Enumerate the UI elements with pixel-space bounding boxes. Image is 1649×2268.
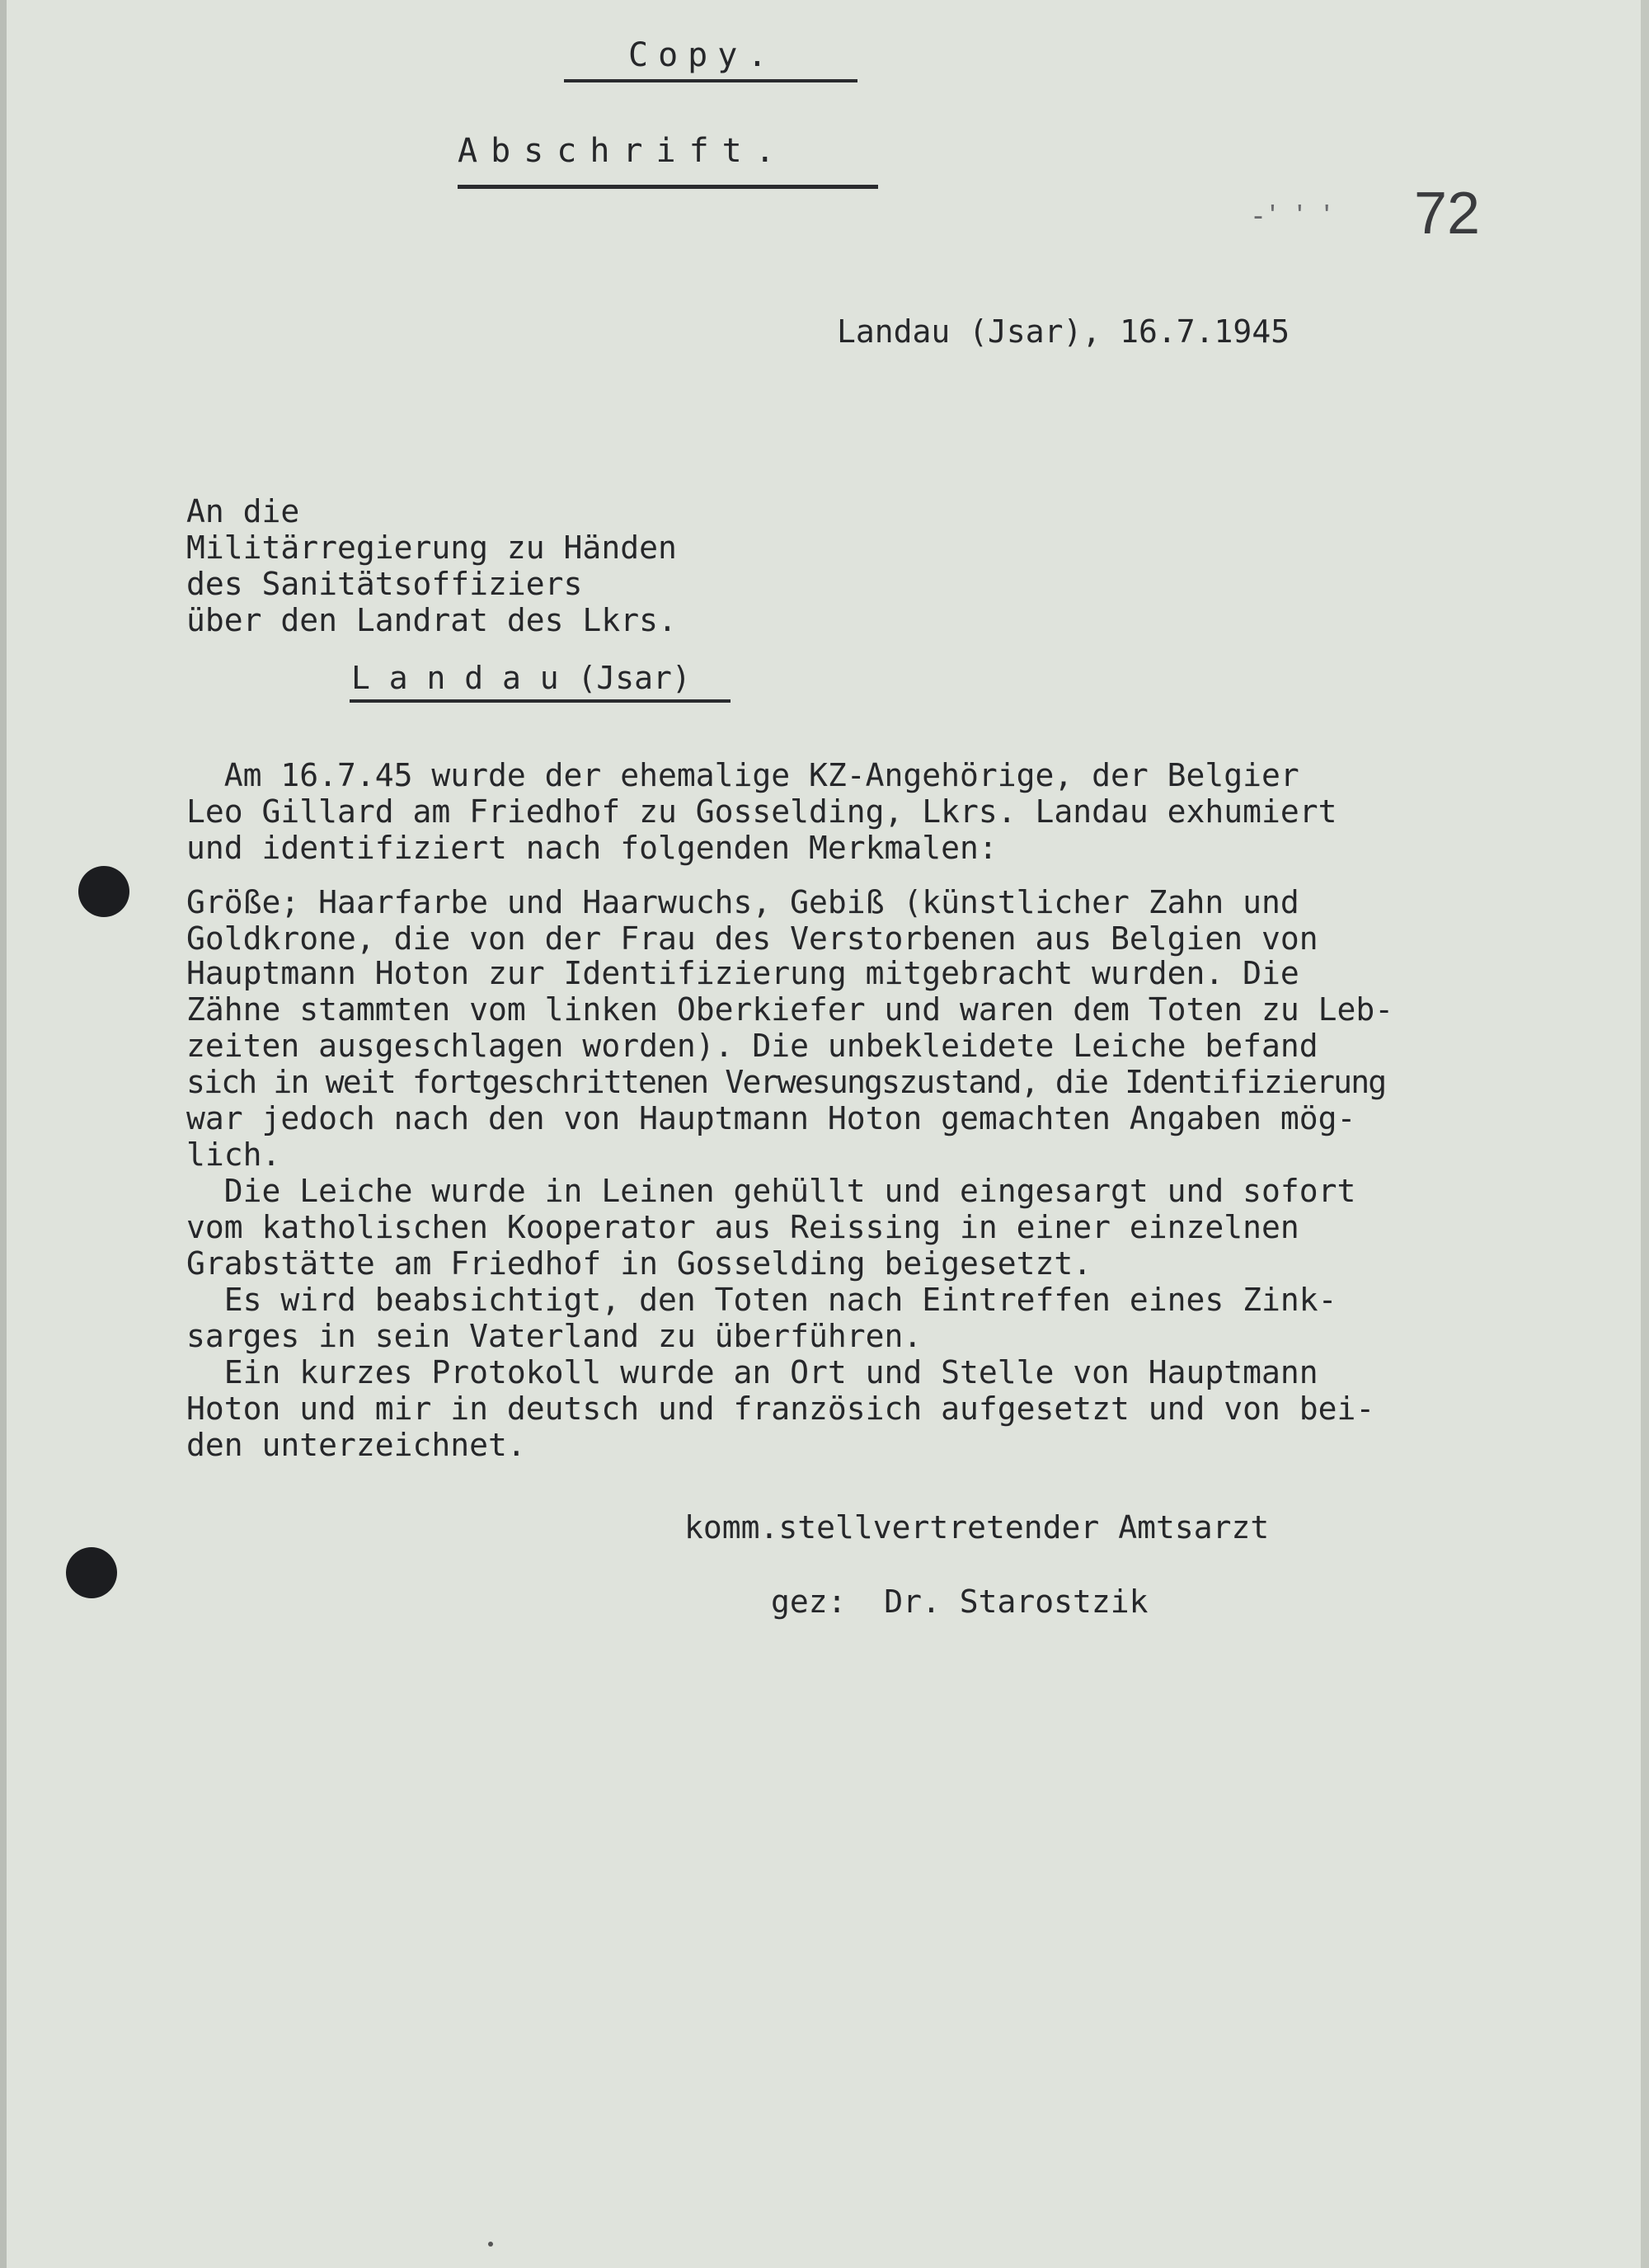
recipient-line: Militärregierung zu Händen (186, 529, 677, 566)
body-line: vom katholischen Kooperator aus Reissing in einer einzelnen (186, 1209, 1299, 1245)
place-date: Landau (Jsar), 16.7.1945 (837, 313, 1290, 350)
recipient-city: L a n d a u (Jsar) (351, 660, 691, 696)
signature-title: komm.stellvertretender Amtsarzt (684, 1509, 1270, 1546)
body-line: sich in weit fortgeschrittenen Verwesungszustand, die Identifizierung (186, 1064, 1386, 1100)
page-edge-left (0, 0, 7, 2268)
body-line: und identifiziert nach folgenden Merkmalen: (186, 830, 998, 866)
body-line: Es wird beabsichtigt, den Toten nach Eintreffen eines Zink- (186, 1282, 1337, 1318)
recipient-line: An die (186, 493, 300, 529)
body-line: Am 16.7.45 wurde der ehemalige KZ-Angehörige, der Belgier (186, 757, 1299, 793)
page-number: 72 (1414, 181, 1481, 247)
copy-heading: Copy. (628, 36, 778, 74)
body-line: Hoton und mir in deutsch und französich aufgesetzt und von bei- (186, 1390, 1375, 1427)
abschrift-heading: Abschrift. (458, 132, 788, 170)
paper-speck (488, 2242, 493, 2247)
body-line: Goldkrone, die von der Frau des Verstorbenen aus Belgien von (186, 920, 1318, 957)
punch-hole (66, 1547, 117, 1598)
recipient-line: des Sanitätsoffiziers (186, 566, 583, 602)
body-line: Größe; Haarfarbe und Haarwuchs, Gebiß (künstlicher Zahn und (186, 884, 1299, 920)
body-line: Hauptmann Hoton zur Identifizierung mitgebracht wurden. Die (186, 955, 1299, 991)
body-line: war jedoch nach den von Hauptmann Hoton gemachten Angaben mög- (186, 1100, 1356, 1136)
body-line: sarges in sein Vaterland zu überführen. (186, 1318, 923, 1354)
punch-hole (78, 866, 129, 917)
page-edge-right (1641, 0, 1649, 2268)
body-line: Ein kurzes Protokoll wurde an Ort und Stelle von Hauptmann (186, 1354, 1318, 1390)
signature-name: gez: Dr. Starostzik (771, 1583, 1149, 1620)
body-line: Zähne stammten vom linken Oberkiefer und waren dem Toten zu Leb- (186, 991, 1394, 1028)
body-line: lich. (186, 1136, 281, 1173)
pencil-marks: -' ' ' (1253, 198, 1337, 232)
body-line: Die Leiche wurde in Leinen gehüllt und eingesargt und sofort (186, 1173, 1356, 1209)
recipient-line: über den Landrat des Lkrs. (186, 602, 677, 638)
body-line: den unterzeichnet. (186, 1427, 526, 1463)
body-line: Grabstätte am Friedhof in Gosselding beigesetzt. (186, 1245, 1092, 1282)
recipient-city-underline (350, 699, 731, 703)
body-line: zeiten ausgeschlagen worden). Die unbekleidete Leiche befand (186, 1028, 1318, 1064)
abschrift-underline (458, 185, 878, 189)
body-line: Leo Gillard am Friedhof zu Gosselding, Lkrs. Landau exhumiert (186, 793, 1337, 830)
copy-underline (564, 79, 857, 82)
